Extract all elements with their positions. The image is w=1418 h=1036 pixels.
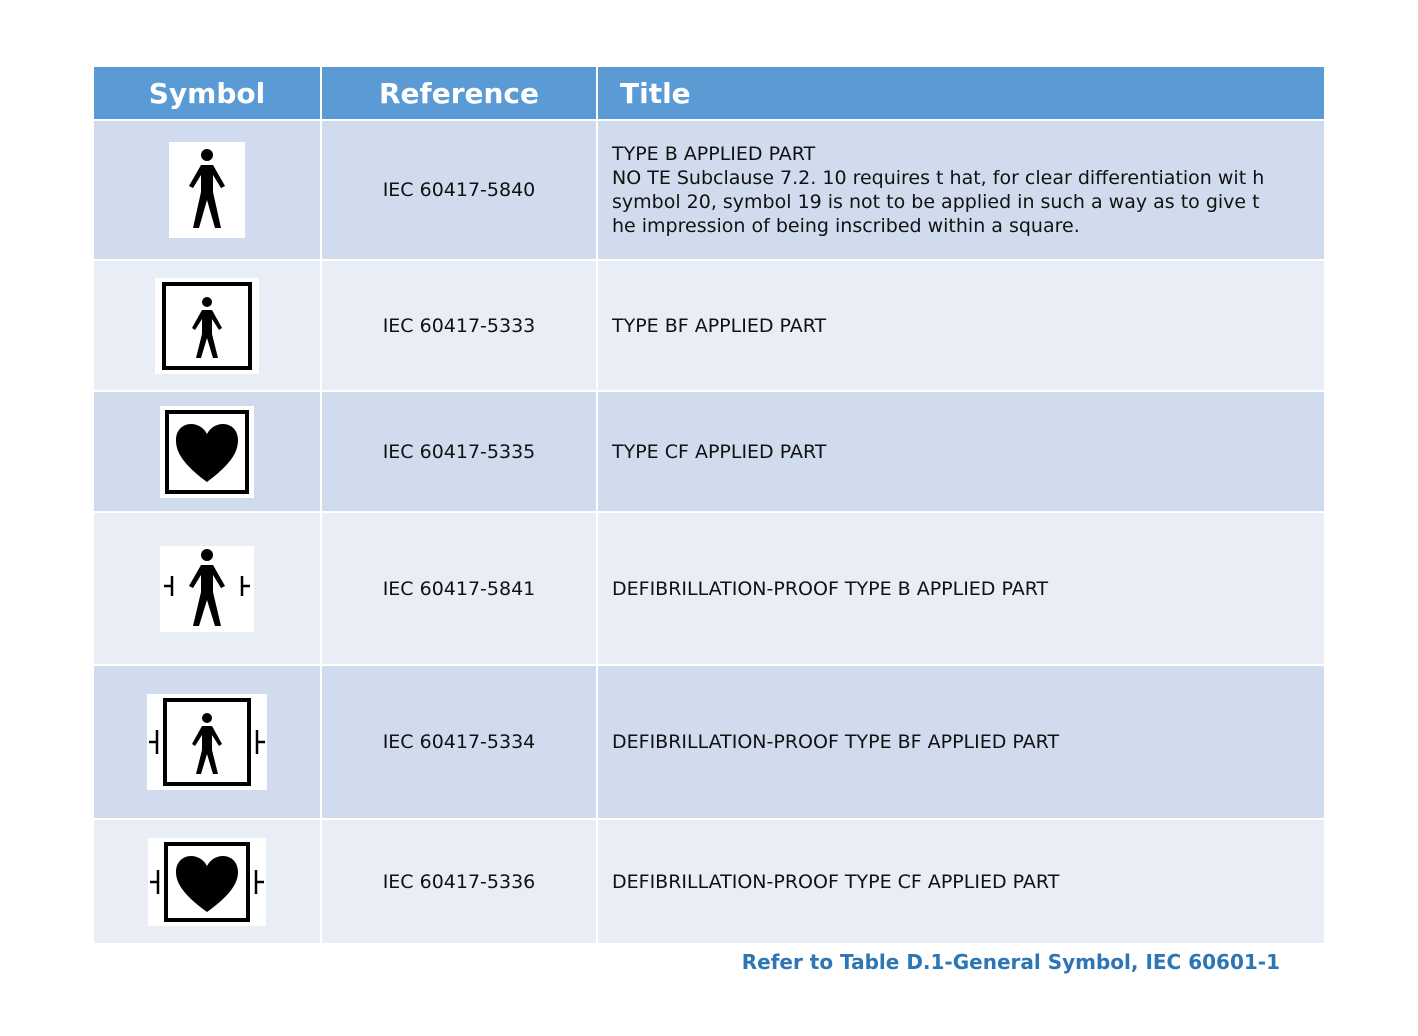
defibrillation-proof-type-b-icon <box>160 546 254 632</box>
symbol-cell <box>93 665 321 819</box>
reference-cell: IEC 60417-5336 <box>321 819 597 944</box>
title-text: DEFIBRILLATION-PROOF TYPE B APPLIED PART <box>612 577 1049 600</box>
defibrillation-proof-type-cf-icon <box>148 838 266 926</box>
title-cell <box>597 391 1325 512</box>
title-cell <box>597 120 1325 260</box>
symbol-table <box>92 65 1326 945</box>
title-text: TYPE BF APPLIED PART <box>612 314 827 337</box>
title-text: DEFIBRILLATION-PROOF TYPE BF APPLIED PART <box>612 731 1060 753</box>
title-cell <box>597 512 1325 665</box>
reference-cell: IEC 60417-5840 <box>321 120 597 260</box>
type-cf-applied-part-icon <box>160 406 254 498</box>
header-symbol: Symbol <box>93 66 321 120</box>
footer-reference-note: Refer to Table D.1-General Symbol, IEC 60601-1 <box>741 950 1280 974</box>
title-cell <box>597 665 1325 819</box>
table-row <box>93 260 1325 391</box>
type-b-applied-part-icon <box>169 142 245 238</box>
title-text: TYPE B APPLIED PART <box>612 143 816 165</box>
title-cell <box>597 260 1325 391</box>
symbol-cell <box>93 120 321 260</box>
header-title: Title <box>597 66 1325 120</box>
symbol-cell <box>93 391 321 512</box>
symbol-cell <box>93 819 321 944</box>
header-reference: Reference <box>321 66 597 120</box>
title-text: TYPE CF APPLIED PART <box>612 440 827 463</box>
reference-cell: IEC 60417-5333 <box>321 260 597 391</box>
table-row <box>93 391 1325 512</box>
title-text: DEFIBRILLATION-PROOF TYPE CF APPLIED PART <box>612 870 1060 893</box>
type-bf-applied-part-icon <box>155 278 259 374</box>
reference-cell: IEC 60417-5841 <box>321 512 597 665</box>
reference-cell: IEC 60417-5335 <box>321 391 597 512</box>
table-row <box>93 665 1325 819</box>
defibrillation-proof-type-bf-icon <box>147 694 267 790</box>
table-row <box>93 512 1325 665</box>
table-header-row <box>93 66 1325 120</box>
reference-cell: IEC 60417-5334 <box>321 665 597 819</box>
title-note: NO TE Subclause 7.2. 10 requires t hat, for clear differentiation wit h symbol 20, symbol 19 is not to be applied in such a way as to give t he impression of being inscribed within a square. <box>612 167 1265 237</box>
title-cell <box>597 819 1325 944</box>
symbol-cell <box>93 512 321 665</box>
table-row <box>93 120 1325 260</box>
symbol-cell <box>93 260 321 391</box>
table-row <box>93 819 1325 944</box>
